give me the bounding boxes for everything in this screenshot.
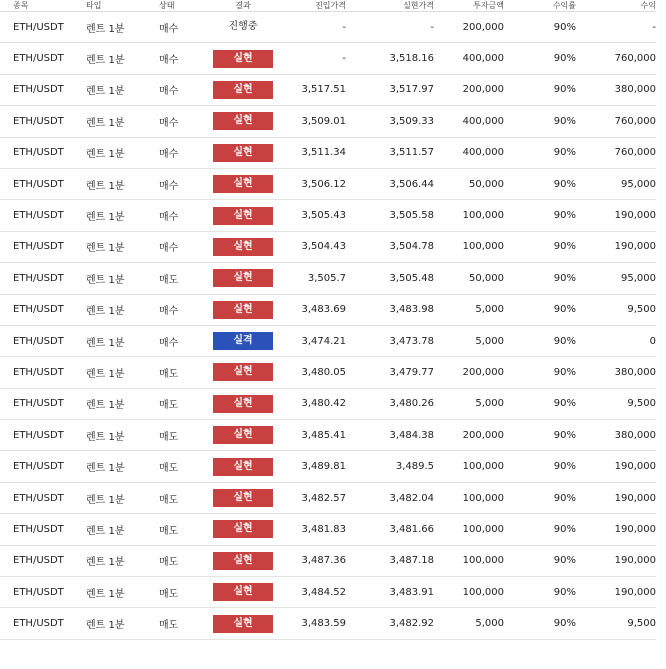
invest-amount-cell: 5,000 <box>475 618 504 630</box>
return-rate-cell: 90% <box>553 147 576 159</box>
type-cell: 렌트 1분 <box>86 243 125 255</box>
profit-cell: 190,000 <box>614 523 656 535</box>
entry-price-cell: 3,480.05 <box>301 366 346 378</box>
result-cell <box>212 332 274 350</box>
result-cell <box>212 175 274 193</box>
return-rate-cell: 90% <box>553 461 576 473</box>
exec-price-cell: 3,481.66 <box>389 523 434 535</box>
invest-amount-cell: 50,000 <box>469 272 504 284</box>
header-return-rate[interactable]: 수익률 <box>552 1 576 10</box>
exec-price-cell: 3,480.26 <box>389 398 434 410</box>
result-badge: 실현 <box>213 489 273 507</box>
invest-amount-cell: 5,000 <box>475 335 504 347</box>
profit-cell: 190,000 <box>614 241 656 253</box>
entry-price-cell: 3,481.83 <box>301 523 346 535</box>
table-row[interactable] <box>0 106 656 137</box>
profit-cell: 0 <box>649 335 656 347</box>
invest-amount-cell: 100,000 <box>462 210 504 222</box>
item-cell: ETH/USDT <box>13 335 64 347</box>
invest-amount-cell: 100,000 <box>462 523 504 535</box>
result-cell <box>212 301 274 319</box>
result-badge: 실현 <box>213 269 273 287</box>
return-rate-cell: 90% <box>553 586 576 598</box>
state-cell: 매수 <box>159 243 179 255</box>
item-cell: ETH/USDT <box>13 210 64 222</box>
table-row[interactable] <box>0 263 656 294</box>
invest-amount-cell: 50,000 <box>469 178 504 190</box>
table-body <box>0 12 656 640</box>
return-rate-cell: 90% <box>553 272 576 284</box>
state-cell: 매도 <box>159 274 179 286</box>
return-rate-cell: 90% <box>553 429 576 441</box>
entry-price-cell: 3,489.81 <box>301 461 346 473</box>
state-cell: 매수 <box>159 306 179 318</box>
entry-price-cell: - <box>342 21 346 33</box>
profit-cell: 9,500 <box>627 304 656 316</box>
return-rate-cell: 90% <box>553 84 576 96</box>
return-rate-cell: 90% <box>553 335 576 347</box>
entry-price-cell: 3,482.57 <box>301 492 346 504</box>
item-cell: ETH/USDT <box>13 272 64 284</box>
table-row[interactable] <box>0 608 656 639</box>
result-cell <box>212 238 274 256</box>
type-cell: 렌트 1분 <box>86 149 125 161</box>
table-row[interactable] <box>0 75 656 106</box>
return-rate-cell: 90% <box>553 304 576 316</box>
type-cell: 렌트 1분 <box>86 180 125 192</box>
entry-price-cell: 3,480.42 <box>301 398 346 410</box>
state-cell: 매수 <box>159 149 179 161</box>
table-row[interactable] <box>0 138 656 169</box>
state-cell: 매도 <box>159 400 179 412</box>
table-row[interactable] <box>0 232 656 263</box>
result-cell <box>212 552 274 570</box>
result-cell <box>212 363 274 381</box>
header-result[interactable]: 결과 <box>235 1 251 10</box>
type-cell: 렌트 1분 <box>86 525 125 537</box>
return-rate-cell: 90% <box>553 21 576 33</box>
entry-price-cell: - <box>342 53 346 65</box>
table-row[interactable] <box>0 420 656 451</box>
result-badge: 실현 <box>213 238 273 256</box>
item-cell: ETH/USDT <box>13 53 64 65</box>
result-cell <box>212 583 274 601</box>
header-entry-price[interactable]: 진입가격 <box>315 1 346 10</box>
exec-price-cell: 3,482.04 <box>389 492 434 504</box>
header-state[interactable]: 상태 <box>159 1 175 10</box>
profit-cell: 9,500 <box>627 618 656 630</box>
result-cell <box>212 81 274 99</box>
profit-cell: 760,000 <box>614 147 656 159</box>
result-badge: 실현 <box>213 175 273 193</box>
return-rate-cell: 90% <box>553 241 576 253</box>
state-cell: 매도 <box>159 463 179 475</box>
exec-price-cell: 3,479.77 <box>389 366 434 378</box>
entry-price-cell: 3,484.52 <box>301 586 346 598</box>
type-cell: 렌트 1분 <box>86 212 125 224</box>
type-cell: 렌트 1분 <box>86 588 125 600</box>
item-cell: ETH/USDT <box>13 555 64 567</box>
result-badge: 실현 <box>213 552 273 570</box>
result-cell <box>212 18 274 36</box>
return-rate-cell: 90% <box>553 115 576 127</box>
table-row[interactable] <box>0 546 656 577</box>
header-exec-price[interactable]: 실현가격 <box>403 1 434 10</box>
result-cell <box>212 207 274 225</box>
table-row[interactable] <box>0 577 656 608</box>
item-cell: ETH/USDT <box>13 115 64 127</box>
table-row[interactable] <box>0 200 656 231</box>
result-cell <box>212 112 274 130</box>
exec-price-cell: 3,484.38 <box>389 429 434 441</box>
item-cell: ETH/USDT <box>13 461 64 473</box>
state-cell: 매수 <box>159 55 179 67</box>
item-cell: ETH/USDT <box>13 586 64 598</box>
type-cell: 렌트 1분 <box>86 400 125 412</box>
invest-amount-cell: 200,000 <box>462 84 504 96</box>
item-cell: ETH/USDT <box>13 398 64 410</box>
entry-price-cell: 3,483.59 <box>301 618 346 630</box>
entry-price-cell: 3,483.69 <box>301 304 346 316</box>
return-rate-cell: 90% <box>553 178 576 190</box>
profit-cell: 95,000 <box>621 272 656 284</box>
item-cell: ETH/USDT <box>13 178 64 190</box>
table-row[interactable] <box>0 389 656 420</box>
result-badge: 실현 <box>213 301 273 319</box>
item-cell: ETH/USDT <box>13 241 64 253</box>
result-badge: 실현 <box>213 520 273 538</box>
entry-price-cell: 3,511.34 <box>301 147 346 159</box>
item-cell: ETH/USDT <box>13 304 64 316</box>
item-cell: ETH/USDT <box>13 84 64 96</box>
table-header <box>0 0 656 12</box>
exec-price-cell: - <box>430 21 434 33</box>
invest-amount-cell: 400,000 <box>462 53 504 65</box>
profit-cell: 190,000 <box>614 210 656 222</box>
state-cell: 매도 <box>159 557 179 569</box>
type-cell: 렌트 1분 <box>86 368 125 380</box>
result-badge: 실현 <box>213 615 273 633</box>
return-rate-cell: 90% <box>553 555 576 567</box>
invest-amount-cell: 200,000 <box>462 366 504 378</box>
item-cell: ETH/USDT <box>13 492 64 504</box>
profit-cell: 190,000 <box>614 586 656 598</box>
return-rate-cell: 90% <box>553 618 576 630</box>
header-invest-amount[interactable]: 투자금액 <box>473 1 504 10</box>
profit-cell: 760,000 <box>614 115 656 127</box>
state-cell: 매도 <box>159 620 179 632</box>
result-cell <box>212 615 274 633</box>
invest-amount-cell: 200,000 <box>462 429 504 441</box>
exec-price-cell: 3,483.98 <box>389 304 434 316</box>
entry-price-cell: 3,505.7 <box>307 272 346 284</box>
result-badge: 실현 <box>213 426 273 444</box>
type-cell: 렌트 1분 <box>86 620 125 632</box>
exec-price-cell: 3,489.5 <box>395 461 434 473</box>
result-cell <box>212 144 274 162</box>
result-badge: 진행중 <box>228 21 258 33</box>
result-cell <box>212 520 274 538</box>
type-cell: 렌트 1분 <box>86 117 125 129</box>
profit-cell: 190,000 <box>614 555 656 567</box>
type-cell: 렌트 1분 <box>86 274 125 286</box>
table-row[interactable] <box>0 43 656 74</box>
profit-cell: 95,000 <box>621 178 656 190</box>
state-cell: 매도 <box>159 588 179 600</box>
exec-price-cell: 3,505.58 <box>389 210 434 222</box>
type-cell: 렌트 1분 <box>86 431 125 443</box>
state-cell: 매수 <box>159 337 179 349</box>
exec-price-cell: 3,483.91 <box>389 586 434 598</box>
result-badge: 실현 <box>213 144 273 162</box>
invest-amount-cell: 100,000 <box>462 241 504 253</box>
return-rate-cell: 90% <box>553 366 576 378</box>
exec-price-cell: 3,487.18 <box>389 555 434 567</box>
profit-cell: 760,000 <box>614 53 656 65</box>
state-cell: 매수 <box>159 180 179 192</box>
entry-price-cell: 3,485.41 <box>301 429 346 441</box>
type-cell: 렌트 1분 <box>86 23 125 35</box>
type-cell: 렌트 1분 <box>86 494 125 506</box>
exec-price-cell: 3,506.44 <box>389 178 434 190</box>
profit-cell: 9,500 <box>627 398 656 410</box>
state-cell: 매도 <box>159 368 179 380</box>
exec-price-cell: 3,509.33 <box>389 115 434 127</box>
table-row[interactable] <box>0 295 656 326</box>
exec-price-cell: 3,482.92 <box>389 618 434 630</box>
result-cell <box>212 489 274 507</box>
entry-price-cell: 3,505.43 <box>301 210 346 222</box>
result-badge: 실현 <box>213 112 273 130</box>
result-badge: 실현 <box>213 583 273 601</box>
exec-price-cell: 3,518.16 <box>389 53 434 65</box>
return-rate-cell: 90% <box>553 492 576 504</box>
state-cell: 매수 <box>159 86 179 98</box>
result-badge: 실현 <box>213 50 273 68</box>
result-badge: 실현 <box>213 395 273 413</box>
invest-amount-cell: 5,000 <box>475 304 504 316</box>
table-row[interactable] <box>0 451 656 482</box>
result-badge: 실현 <box>213 363 273 381</box>
type-cell: 렌트 1분 <box>86 55 125 67</box>
state-cell: 매도 <box>159 494 179 506</box>
profit-cell: 190,000 <box>614 492 656 504</box>
exec-price-cell: 3,517.97 <box>389 84 434 96</box>
entry-price-cell: 3,474.21 <box>301 335 346 347</box>
invest-amount-cell: 100,000 <box>462 555 504 567</box>
exec-price-cell: 3,473.78 <box>389 335 434 347</box>
state-cell: 매도 <box>159 525 179 537</box>
table-row[interactable] <box>0 357 656 388</box>
return-rate-cell: 90% <box>553 53 576 65</box>
item-cell: ETH/USDT <box>13 618 64 630</box>
profit-cell: 380,000 <box>614 366 656 378</box>
item-cell: ETH/USDT <box>13 21 64 33</box>
item-cell: ETH/USDT <box>13 147 64 159</box>
state-cell: 매수 <box>159 23 179 35</box>
invest-amount-cell: 100,000 <box>462 492 504 504</box>
table-row[interactable] <box>0 326 656 357</box>
invest-amount-cell: 100,000 <box>462 461 504 473</box>
exec-price-cell: 3,511.57 <box>389 147 434 159</box>
invest-amount-cell: 400,000 <box>462 147 504 159</box>
header-item[interactable]: 종목 <box>13 1 29 10</box>
type-cell: 렌트 1분 <box>86 86 125 98</box>
result-cell <box>212 269 274 287</box>
item-cell: ETH/USDT <box>13 523 64 535</box>
result-badge: 실현 <box>213 81 273 99</box>
entry-price-cell: 3,509.01 <box>301 115 346 127</box>
profit-cell: 380,000 <box>614 84 656 96</box>
type-cell: 렌트 1분 <box>86 557 125 569</box>
item-cell: ETH/USDT <box>13 366 64 378</box>
table-row[interactable] <box>0 483 656 514</box>
state-cell: 매수 <box>159 212 179 224</box>
profit-cell: 380,000 <box>614 429 656 441</box>
state-cell: 매수 <box>159 117 179 129</box>
header-type[interactable]: 타입 <box>86 1 102 10</box>
state-cell: 매도 <box>159 431 179 443</box>
entry-price-cell: 3,504.43 <box>301 241 346 253</box>
header-profit[interactable]: 수익 <box>640 1 656 10</box>
result-cell <box>212 426 274 444</box>
result-cell <box>212 458 274 476</box>
return-rate-cell: 90% <box>553 523 576 535</box>
result-cell <box>212 395 274 413</box>
result-badge: 실격 <box>213 332 273 350</box>
type-cell: 렌트 1분 <box>86 463 125 475</box>
table-row[interactable] <box>0 12 656 43</box>
invest-amount-cell: 200,000 <box>462 21 504 33</box>
item-cell: ETH/USDT <box>13 429 64 441</box>
result-cell <box>212 50 274 68</box>
invest-amount-cell: 100,000 <box>462 586 504 598</box>
return-rate-cell: 90% <box>553 398 576 410</box>
type-cell: 렌트 1분 <box>86 306 125 318</box>
return-rate-cell: 90% <box>553 210 576 222</box>
profit-cell: 190,000 <box>614 461 656 473</box>
exec-price-cell: 3,505.48 <box>389 272 434 284</box>
result-badge: 실현 <box>213 458 273 476</box>
invest-amount-cell: 5,000 <box>475 398 504 410</box>
invest-amount-cell: 400,000 <box>462 115 504 127</box>
entry-price-cell: 3,517.51 <box>301 84 346 96</box>
type-cell: 렌트 1분 <box>86 337 125 349</box>
profit-cell: - <box>652 21 656 33</box>
entry-price-cell: 3,487.36 <box>301 555 346 567</box>
table-row[interactable] <box>0 169 656 200</box>
exec-price-cell: 3,504.78 <box>389 241 434 253</box>
result-badge: 실현 <box>213 207 273 225</box>
table-row[interactable] <box>0 514 656 545</box>
entry-price-cell: 3,506.12 <box>301 178 346 190</box>
